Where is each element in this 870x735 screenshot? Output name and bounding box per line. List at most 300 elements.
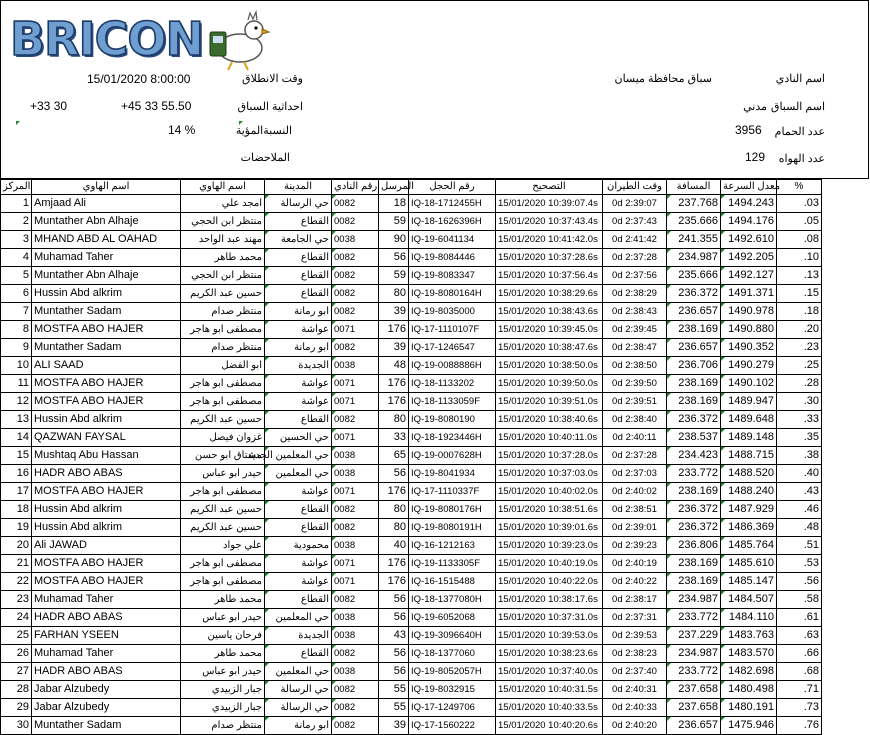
city-cell: حي المعلمين bbox=[265, 609, 332, 627]
percent-value: 14 % bbox=[168, 123, 196, 137]
sender-cell: 59 bbox=[379, 267, 409, 285]
release-time-label: وقت الانطلاق bbox=[242, 73, 303, 85]
distance-cell: 235.666 bbox=[667, 267, 721, 285]
sender-cell: 65 bbox=[379, 447, 409, 465]
club-no-cell: 0082 bbox=[332, 249, 379, 267]
race-name-label: اسم السباق bbox=[770, 101, 825, 113]
ring-cell: IQ-18-1377080H bbox=[409, 591, 496, 609]
fancier-en-cell: Jabar Alzubedy bbox=[32, 699, 181, 717]
flight-time-cell: 0d 2:37:40 bbox=[603, 663, 667, 681]
club-no-cell: 0082 bbox=[332, 285, 379, 303]
speed-cell: 1490.978 bbox=[721, 303, 777, 321]
speed-cell: 1485.610 bbox=[721, 555, 777, 573]
fancier-en-cell: Muntather Sadam bbox=[32, 303, 181, 321]
speed-cell: 1485.764 bbox=[721, 537, 777, 555]
percent-label: النسبةالمؤية bbox=[235, 125, 292, 137]
speed-cell: 1483.763 bbox=[721, 627, 777, 645]
flight-time-cell: 0d 2:39:45 bbox=[603, 321, 667, 339]
fancier-ar-cell: حسين عبد الكريم bbox=[181, 519, 265, 537]
club-no-cell: 0071 bbox=[332, 573, 379, 591]
ring-cell: IQ-19-8041934 bbox=[409, 465, 496, 483]
rank-cell: 24 bbox=[1, 609, 32, 627]
pct-cell: .53 bbox=[777, 555, 822, 573]
speed-cell: 1491.371 bbox=[721, 285, 777, 303]
city-cell: حي المعلمين bbox=[265, 663, 332, 681]
rank-cell: 14 bbox=[1, 429, 32, 447]
city-cell: عواشة bbox=[265, 393, 332, 411]
flight-time-cell: 0d 2:40:02 bbox=[603, 483, 667, 501]
pct-cell: .25 bbox=[777, 357, 822, 375]
distance-cell: 236.657 bbox=[667, 303, 721, 321]
distance-cell: 234.987 bbox=[667, 249, 721, 267]
fancier-en-cell: Muntather Abn Alhaje bbox=[32, 213, 181, 231]
fancier-en-cell: Ali JAWAD bbox=[32, 537, 181, 555]
club-no-cell: 0071 bbox=[332, 429, 379, 447]
ring-cell: IQ-19-6041134 bbox=[409, 231, 496, 249]
fancier-ar-cell: مصطفى ابو هاجر bbox=[181, 483, 265, 501]
sender-cell: 80 bbox=[379, 501, 409, 519]
ring-cell: IQ-19-8032915 bbox=[409, 681, 496, 699]
city-cell: القطاع bbox=[265, 411, 332, 429]
col-header-city: المدينة bbox=[265, 180, 332, 195]
rank-cell: 17 bbox=[1, 483, 32, 501]
city-cell: القطاع bbox=[265, 249, 332, 267]
col-header-fancier-en: اسم الهاوي bbox=[32, 180, 181, 195]
fancier-en-cell: HADR ABO ABAS bbox=[32, 609, 181, 627]
release-time-value: 15/01/2020 8:00:00 bbox=[87, 72, 191, 86]
club-no-cell: 0082 bbox=[332, 213, 379, 231]
fancier-en-cell: QAZWAN FAYSAL bbox=[32, 429, 181, 447]
fancier-en-cell: MOSTFA ABO HAJER bbox=[32, 375, 181, 393]
pct-cell: .46 bbox=[777, 501, 822, 519]
rank-cell: 13 bbox=[1, 411, 32, 429]
ring-cell: IQ-19-0007628H bbox=[409, 447, 496, 465]
club-no-cell: 0071 bbox=[332, 483, 379, 501]
city-cell: عواشة bbox=[265, 375, 332, 393]
city-cell: الجديدة bbox=[265, 357, 332, 375]
sender-cell: 176 bbox=[379, 321, 409, 339]
distance-cell: 234.987 bbox=[667, 645, 721, 663]
clocking-cell: 15/01/2020 10:39:53.0s bbox=[496, 627, 603, 645]
table-row bbox=[1, 375, 822, 393]
bricon-logo bbox=[8, 6, 268, 72]
ring-cell: IQ-18-1923446H bbox=[409, 429, 496, 447]
club-name-value: سباق محافظة ميسان bbox=[614, 73, 712, 85]
speed-cell: 1494.176 bbox=[721, 213, 777, 231]
race-name-value: مدني bbox=[743, 101, 767, 113]
ring-cell: IQ-19-8052057H bbox=[409, 663, 496, 681]
fancier-en-cell: Hussin Abd alkrim bbox=[32, 519, 181, 537]
distance-cell: 236.372 bbox=[667, 285, 721, 303]
rank-cell: 25 bbox=[1, 627, 32, 645]
fancier-ar-cell: محمد طاهر bbox=[181, 645, 265, 663]
fancier-en-cell: Muntather Sadam bbox=[32, 339, 181, 357]
fancier-ar-cell: محمد طاهر bbox=[181, 249, 265, 267]
table-row bbox=[1, 519, 822, 537]
fancier-ar-cell: حيدر ابو عباس bbox=[181, 465, 265, 483]
table-row bbox=[1, 285, 822, 303]
fancier-ar-cell: مصطفى ابو هاجر bbox=[181, 321, 265, 339]
club-no-cell: 0038 bbox=[332, 465, 379, 483]
club-no-cell: 0038 bbox=[332, 537, 379, 555]
speed-cell: 1490.880 bbox=[721, 321, 777, 339]
fancier-en-cell: HADR ABO ABAS bbox=[32, 663, 181, 681]
rank-cell: 4 bbox=[1, 249, 32, 267]
notes-label: الملاحضات bbox=[240, 152, 290, 164]
ring-cell: IQ-17-1110107F bbox=[409, 321, 496, 339]
col-header-club-no: رقم النادي bbox=[332, 180, 379, 195]
distance-cell: 238.169 bbox=[667, 393, 721, 411]
speed-cell: 1482.698 bbox=[721, 663, 777, 681]
clocking-cell: 15/01/2020 10:37:40.0s bbox=[496, 663, 603, 681]
speed-cell: 1484.110 bbox=[721, 609, 777, 627]
pct-cell: .33 bbox=[777, 411, 822, 429]
city-cell: القطاع bbox=[265, 645, 332, 663]
sender-cell: 59 bbox=[379, 213, 409, 231]
sender-cell: 56 bbox=[379, 591, 409, 609]
table-row bbox=[1, 429, 822, 447]
flight-time-cell: 0d 2:38:51 bbox=[603, 501, 667, 519]
speed-cell: 1486.369 bbox=[721, 519, 777, 537]
fancier-en-cell: MOSTFA ABO HAJER bbox=[32, 393, 181, 411]
speed-cell: 1475.946 bbox=[721, 717, 777, 735]
fancier-ar-cell: منتظر صدام bbox=[181, 717, 265, 735]
ring-cell: IQ-19-0088886H bbox=[409, 357, 496, 375]
distance-cell: 236.706 bbox=[667, 357, 721, 375]
distance-cell: 236.372 bbox=[667, 501, 721, 519]
clocking-cell: 15/01/2020 10:39:45.0s bbox=[496, 321, 603, 339]
clocking-cell: 15/01/2020 10:39:23.0s bbox=[496, 537, 603, 555]
clocking-cell: 15/01/2020 10:37:28.0s bbox=[496, 447, 603, 465]
fancier-ar-cell: مصطفى ابو هاجر bbox=[181, 393, 265, 411]
ring-cell: IQ-18-1377060 bbox=[409, 645, 496, 663]
club-no-cell: 0082 bbox=[332, 645, 379, 663]
clocking-cell: 15/01/2020 10:38:23.6s bbox=[496, 645, 603, 663]
ring-cell: IQ-19-8080176H bbox=[409, 501, 496, 519]
rank-cell: 12 bbox=[1, 393, 32, 411]
distance-cell: 238.169 bbox=[667, 555, 721, 573]
flight-time-cell: 0d 2:38:40 bbox=[603, 411, 667, 429]
club-no-cell: 0071 bbox=[332, 555, 379, 573]
clocking-cell: 15/01/2020 10:41:42.0s bbox=[496, 231, 603, 249]
distance-cell: 233.772 bbox=[667, 465, 721, 483]
flight-time-cell: 0d 2:38:50 bbox=[603, 357, 667, 375]
sender-cell: 39 bbox=[379, 717, 409, 735]
rank-cell: 18 bbox=[1, 501, 32, 519]
table-row bbox=[1, 447, 822, 465]
pct-cell: .35 bbox=[777, 429, 822, 447]
pct-cell: .08 bbox=[777, 231, 822, 249]
speed-cell: 1490.352 bbox=[721, 339, 777, 357]
fancier-en-cell: ALI SAAD bbox=[32, 357, 181, 375]
speed-cell: 1480.191 bbox=[721, 699, 777, 717]
pct-cell: .51 bbox=[777, 537, 822, 555]
distance-cell: 237.658 bbox=[667, 699, 721, 717]
city-cell: ابو رمانة bbox=[265, 717, 332, 735]
ring-cell: IQ-19-8084446 bbox=[409, 249, 496, 267]
sender-cell: 176 bbox=[379, 375, 409, 393]
pct-cell: .58 bbox=[777, 591, 822, 609]
flight-time-cell: 0d 2:40:20 bbox=[603, 717, 667, 735]
col-header-clocking: التصحيح bbox=[496, 180, 603, 195]
table-row bbox=[1, 213, 822, 231]
pigeon-clock-icon bbox=[204, 10, 270, 72]
pct-cell: .38 bbox=[777, 447, 822, 465]
club-no-cell: 0038 bbox=[332, 663, 379, 681]
club-no-cell: 0082 bbox=[332, 339, 379, 357]
fancier-ar-cell: فرحان ياسين bbox=[181, 627, 265, 645]
club-no-cell: 0082 bbox=[332, 267, 379, 285]
club-no-cell: 0038 bbox=[332, 609, 379, 627]
pct-cell: .73 bbox=[777, 699, 822, 717]
speed-cell: 1489.648 bbox=[721, 411, 777, 429]
distance-cell: 234.987 bbox=[667, 591, 721, 609]
table-row bbox=[1, 357, 822, 375]
distance-cell: 238.169 bbox=[667, 483, 721, 501]
pct-cell: .15 bbox=[777, 285, 822, 303]
flight-time-cell: 0d 2:39:23 bbox=[603, 537, 667, 555]
rank-cell: 21 bbox=[1, 555, 32, 573]
club-name-label: اسم النادي bbox=[775, 73, 825, 85]
flight-time-cell: 0d 2:38:23 bbox=[603, 645, 667, 663]
cell-marker bbox=[239, 121, 243, 125]
pct-cell: .28 bbox=[777, 375, 822, 393]
table-row bbox=[1, 501, 822, 519]
fancier-en-cell: Amjaad Ali bbox=[32, 195, 181, 213]
rank-cell: 6 bbox=[1, 285, 32, 303]
sender-cell: 43 bbox=[379, 627, 409, 645]
ring-cell: IQ-19-6052068 bbox=[409, 609, 496, 627]
clocking-cell: 15/01/2020 10:39:01.6s bbox=[496, 519, 603, 537]
distance-cell: 238.169 bbox=[667, 321, 721, 339]
fancier-en-cell: MOSTFA ABO HAJER bbox=[32, 573, 181, 591]
sender-cell: 56 bbox=[379, 663, 409, 681]
ring-cell: IQ-18-1626396H bbox=[409, 213, 496, 231]
col-header-rank: المركز bbox=[1, 180, 32, 195]
distance-cell: 236.806 bbox=[667, 537, 721, 555]
sender-cell: 39 bbox=[379, 303, 409, 321]
speed-cell: 1487.929 bbox=[721, 501, 777, 519]
pigeons-count-label: عدد الحمام bbox=[774, 126, 825, 138]
city-cell: عواشة bbox=[265, 555, 332, 573]
distance-cell: 238.169 bbox=[667, 573, 721, 591]
club-no-cell: 0071 bbox=[332, 375, 379, 393]
rank-cell: 16 bbox=[1, 465, 32, 483]
clocking-cell: 15/01/2020 10:40:22.0s bbox=[496, 573, 603, 591]
table-header-row bbox=[1, 180, 822, 195]
sender-cell: 55 bbox=[379, 699, 409, 717]
club-no-cell: 0082 bbox=[332, 501, 379, 519]
clocking-cell: 15/01/2020 10:40:19.0s bbox=[496, 555, 603, 573]
fancier-ar-cell: حسين عبد الكريم bbox=[181, 501, 265, 519]
fancier-ar-cell: حسين عبد الكريم bbox=[181, 285, 265, 303]
pct-cell: .63 bbox=[777, 627, 822, 645]
rank-cell: 23 bbox=[1, 591, 32, 609]
col-header-sender: المرسل bbox=[379, 180, 409, 195]
fancier-ar-cell: جبار الزبيدي bbox=[181, 699, 265, 717]
fancier-en-cell: Jabar Alzubedy bbox=[32, 681, 181, 699]
fancier-en-cell: Hussin Abd alkrim bbox=[32, 411, 181, 429]
sender-cell: 56 bbox=[379, 465, 409, 483]
table-row bbox=[1, 537, 822, 555]
distance-cell: 238.537 bbox=[667, 429, 721, 447]
flight-time-cell: 0d 2:40:19 bbox=[603, 555, 667, 573]
ring-cell: IQ-19-8080191H bbox=[409, 519, 496, 537]
distance-cell: 237.229 bbox=[667, 627, 721, 645]
fancier-ar-cell: غزوان فيصل bbox=[181, 429, 265, 447]
city-cell: حي الحسين bbox=[265, 429, 332, 447]
fancier-en-cell: Muhamad Taher bbox=[32, 645, 181, 663]
club-no-cell: 0071 bbox=[332, 393, 379, 411]
speed-cell: 1489.947 bbox=[721, 393, 777, 411]
distance-cell: 236.372 bbox=[667, 519, 721, 537]
flight-time-cell: 0d 2:38:47 bbox=[603, 339, 667, 357]
pct-cell: .61 bbox=[777, 609, 822, 627]
speed-cell: 1485.147 bbox=[721, 573, 777, 591]
results-table bbox=[0, 179, 822, 735]
sender-cell: 56 bbox=[379, 249, 409, 267]
club-no-cell: 0082 bbox=[332, 303, 379, 321]
logo-text: BRICON bbox=[10, 12, 203, 66]
pct-cell: .48 bbox=[777, 519, 822, 537]
flight-time-cell: 0d 2:37:31 bbox=[603, 609, 667, 627]
table-row bbox=[1, 411, 822, 429]
clocking-cell: 15/01/2020 10:37:28.6s bbox=[496, 249, 603, 267]
speed-cell: 1494.243 bbox=[721, 195, 777, 213]
fancier-en-cell: FARHAN YSEEN bbox=[32, 627, 181, 645]
pct-cell: .40 bbox=[777, 465, 822, 483]
fancier-ar-cell: مصطفى ابو هاجر bbox=[181, 555, 265, 573]
ring-cell: IQ-19-8080190 bbox=[409, 411, 496, 429]
clocking-cell: 15/01/2020 10:38:17.6s bbox=[496, 591, 603, 609]
col-header-flight-time: وقت الطيران bbox=[603, 180, 667, 195]
clocking-cell: 15/01/2020 10:40:20.6s bbox=[496, 717, 603, 735]
fancier-ar-cell: منتظر ابن الحجي bbox=[181, 267, 265, 285]
pct-cell: .23 bbox=[777, 339, 822, 357]
club-no-cell: 0082 bbox=[332, 195, 379, 213]
fancier-ar-cell: مهند عبد الواحد bbox=[181, 231, 265, 249]
city-cell: القطاع bbox=[265, 213, 332, 231]
sender-cell: 80 bbox=[379, 285, 409, 303]
fancier-ar-cell: ابو الفضل bbox=[181, 357, 265, 375]
sender-cell: 176 bbox=[379, 573, 409, 591]
table-row bbox=[1, 609, 822, 627]
city-cell: حي الرسالة bbox=[265, 699, 332, 717]
col-header-pct: % bbox=[777, 180, 822, 195]
fancier-ar-cell: حسين عبد الكريم bbox=[181, 411, 265, 429]
rank-cell: 8 bbox=[1, 321, 32, 339]
city-cell: عواشة bbox=[265, 483, 332, 501]
speed-cell: 1489.148 bbox=[721, 429, 777, 447]
table-row bbox=[1, 681, 822, 699]
rank-cell: 7 bbox=[1, 303, 32, 321]
table-row bbox=[1, 321, 822, 339]
flight-time-cell: 0d 2:37:28 bbox=[603, 447, 667, 465]
fancier-ar-cell: حيدر ابو عباس bbox=[181, 663, 265, 681]
club-no-cell: 0082 bbox=[332, 681, 379, 699]
rank-cell: 30 bbox=[1, 717, 32, 735]
table-row bbox=[1, 591, 822, 609]
distance-cell: 233.772 bbox=[667, 609, 721, 627]
fancier-en-cell: Muhamad Taher bbox=[32, 249, 181, 267]
fanciers-count-label: عدد الهواه bbox=[778, 153, 825, 165]
clocking-cell: 15/01/2020 10:38:43.6s bbox=[496, 303, 603, 321]
flight-time-cell: 0d 2:40:22 bbox=[603, 573, 667, 591]
flight-time-cell: 0d 2:40:33 bbox=[603, 699, 667, 717]
club-no-cell: 0082 bbox=[332, 717, 379, 735]
table-row bbox=[1, 573, 822, 591]
clocking-cell: 15/01/2020 10:37:31.0s bbox=[496, 609, 603, 627]
sender-cell: 40 bbox=[379, 537, 409, 555]
table-row bbox=[1, 645, 822, 663]
ring-cell: IQ-16-1212163 bbox=[409, 537, 496, 555]
fancier-en-cell: Hussin Abd alkrim bbox=[32, 501, 181, 519]
rank-cell: 20 bbox=[1, 537, 32, 555]
speed-cell: 1490.279 bbox=[721, 357, 777, 375]
fancier-ar-cell: امجد علي bbox=[181, 195, 265, 213]
sender-cell: 39 bbox=[379, 339, 409, 357]
distance-cell: 238.169 bbox=[667, 375, 721, 393]
clocking-cell: 15/01/2020 10:40:33.5s bbox=[496, 699, 603, 717]
sender-cell: 18 bbox=[379, 195, 409, 213]
rank-cell: 26 bbox=[1, 645, 32, 663]
sender-cell: 176 bbox=[379, 393, 409, 411]
flight-time-cell: 0d 2:39:01 bbox=[603, 519, 667, 537]
city-cell: القطاع bbox=[265, 267, 332, 285]
fancier-en-cell: MOSTFA ABO HAJER bbox=[32, 321, 181, 339]
fancier-ar-cell: منتظر صدام bbox=[181, 339, 265, 357]
fancier-en-cell: Mushtaq Abu Hassan bbox=[32, 447, 181, 465]
speed-cell: 1480.498 bbox=[721, 681, 777, 699]
club-no-cell: 0038 bbox=[332, 447, 379, 465]
rank-cell: 10 bbox=[1, 357, 32, 375]
clocking-cell: 15/01/2020 10:38:51.6s bbox=[496, 501, 603, 519]
fancier-en-cell: MHAND ABD AL OAHAD bbox=[32, 231, 181, 249]
table-row bbox=[1, 267, 822, 285]
ring-cell: IQ-18-1133059F bbox=[409, 393, 496, 411]
city-cell: القطاع bbox=[265, 285, 332, 303]
fanciers-count-value: 129 bbox=[745, 150, 766, 164]
fancier-ar-cell: جبار الزبيدي bbox=[181, 681, 265, 699]
speed-cell: 1492.127 bbox=[721, 267, 777, 285]
rank-cell: 2 bbox=[1, 213, 32, 231]
pct-cell: .56 bbox=[777, 573, 822, 591]
fancier-en-cell: MOSTFA ABO HAJER bbox=[32, 555, 181, 573]
rank-cell: 29 bbox=[1, 699, 32, 717]
city-cell: عواشة bbox=[265, 321, 332, 339]
col-header-distance: المسافة bbox=[667, 180, 721, 195]
clocking-cell: 15/01/2020 10:38:40.6s bbox=[496, 411, 603, 429]
sender-cell: 176 bbox=[379, 483, 409, 501]
city-cell: القطاع bbox=[265, 501, 332, 519]
pct-cell: .18 bbox=[777, 303, 822, 321]
ring-cell: IQ-17-1249706 bbox=[409, 699, 496, 717]
rank-cell: 9 bbox=[1, 339, 32, 357]
flight-time-cell: 0d 2:41:42 bbox=[603, 231, 667, 249]
city-cell: حي الجامعة bbox=[265, 231, 332, 249]
ring-cell: IQ-17-1110337F bbox=[409, 483, 496, 501]
speed-cell: 1483.570 bbox=[721, 645, 777, 663]
pct-cell: .71 bbox=[777, 681, 822, 699]
city-cell: الجديدة bbox=[265, 627, 332, 645]
ring-cell: IQ-18-1133202 bbox=[409, 375, 496, 393]
speed-cell: 1488.520 bbox=[721, 465, 777, 483]
distance-cell: 241.355 bbox=[667, 231, 721, 249]
ring-cell: IQ-19-8035000 bbox=[409, 303, 496, 321]
distance-cell: 233.772 bbox=[667, 663, 721, 681]
ring-cell: IQ-18-1712455H bbox=[409, 195, 496, 213]
fancier-en-cell: Hussin Abd alkrim bbox=[32, 285, 181, 303]
